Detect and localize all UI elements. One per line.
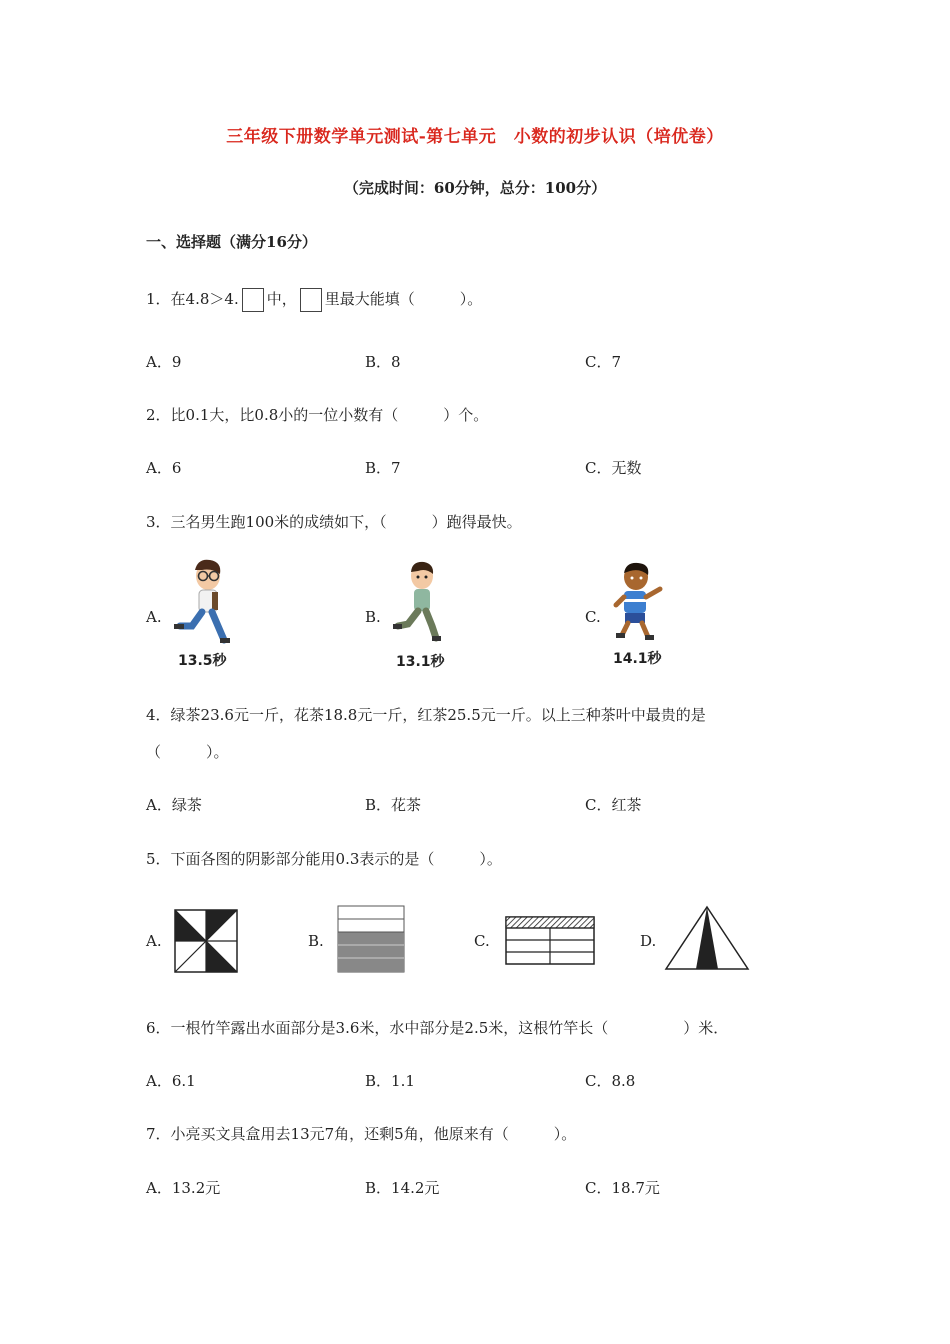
q7-option-b[interactable]: B．14.2元 [365, 1179, 440, 1197]
runner-c-illustration [610, 559, 668, 645]
figure-b-strips [337, 905, 405, 973]
q6-option-c[interactable]: C．8.8 [585, 1072, 636, 1090]
q2-option-c[interactable]: C．无数 [585, 459, 642, 477]
q6-option-b[interactable]: B．1.1 [365, 1072, 415, 1090]
question-1-prefix: 1．在4.8＞4. [146, 290, 239, 308]
q5-option-d[interactable]: D. [640, 932, 657, 950]
section-heading: 一、选择题（满分16分） [146, 233, 317, 251]
figure-c-grid [505, 916, 595, 966]
q5-option-b[interactable]: B. [308, 932, 324, 950]
question-1-middle: 中， [266, 290, 297, 308]
figure-a-pinwheel [174, 909, 238, 973]
runner-c-time: 14.1秒 [613, 651, 662, 667]
q5-option-c[interactable]: C. [474, 932, 490, 950]
question-4-line2: （ ）。 [146, 743, 229, 761]
q3-option-c[interactable]: C. [585, 608, 601, 626]
q2-option-b[interactable]: B．7 [365, 459, 401, 477]
q4-option-a[interactable]: A．绿茶 [146, 796, 202, 814]
q2-option-a[interactable]: A．6 [146, 459, 182, 477]
q7-option-c[interactable]: C．18.7元 [585, 1179, 660, 1197]
q7-option-a[interactable]: A．13.2元 [146, 1179, 221, 1197]
blank-box [300, 288, 322, 312]
runner-a-time: 13.5秒 [178, 653, 227, 669]
q1-option-c[interactable]: C．7 [585, 353, 622, 371]
question-6: 6．一根竹竿露出水面部分是3.6米，水中部分是2.5米，这根竹竿长（ ）米． [146, 1019, 729, 1037]
q4-option-c[interactable]: C．红茶 [585, 796, 642, 814]
q1-option-a[interactable]: A．9 [146, 353, 182, 371]
q6-option-a[interactable]: A．6.1 [146, 1072, 196, 1090]
figure-d-triangle [664, 905, 750, 971]
question-4-line1: 4．绿茶23.6元一斤，花茶18.8元一斤，红茶25.5元一斤。以上三种茶叶中最贵的是 [146, 706, 706, 724]
runner-a-illustration [172, 556, 236, 648]
question-2: 2．比0.1大，比0.8小的一位小数有（ ）个。 [146, 406, 489, 424]
q3-option-b[interactable]: B. [365, 608, 381, 626]
q1-option-b[interactable]: B．8 [365, 353, 401, 371]
question-3: 3．三名男生跑100米的成绩如下，（ ）跑得最快。 [146, 513, 522, 531]
question-7: 7．小亮买文具盒用去13元7角，还剩5角，他原来有（ ）。 [146, 1125, 577, 1143]
q3-option-a[interactable]: A. [146, 608, 162, 626]
q5-option-a[interactable]: A. [146, 932, 162, 950]
runner-b-illustration [392, 558, 448, 646]
question-1 [146, 288, 482, 312]
exam-info: （完成时间：60分钟，总分：100分） [343, 179, 607, 197]
page-title: 三年级下册数学单元测试-第七单元 小数的初步认识（培优卷） [226, 127, 724, 147]
question-5: 5．下面各图的阴影部分能用0.3表示的是（ ）。 [146, 850, 502, 868]
runner-b-time: 13.1秒 [396, 654, 445, 670]
question-1-suffix: 里最大能填（ ）。 [324, 290, 483, 308]
q4-option-b[interactable]: B．花茶 [365, 796, 422, 814]
blank-box [242, 288, 264, 312]
